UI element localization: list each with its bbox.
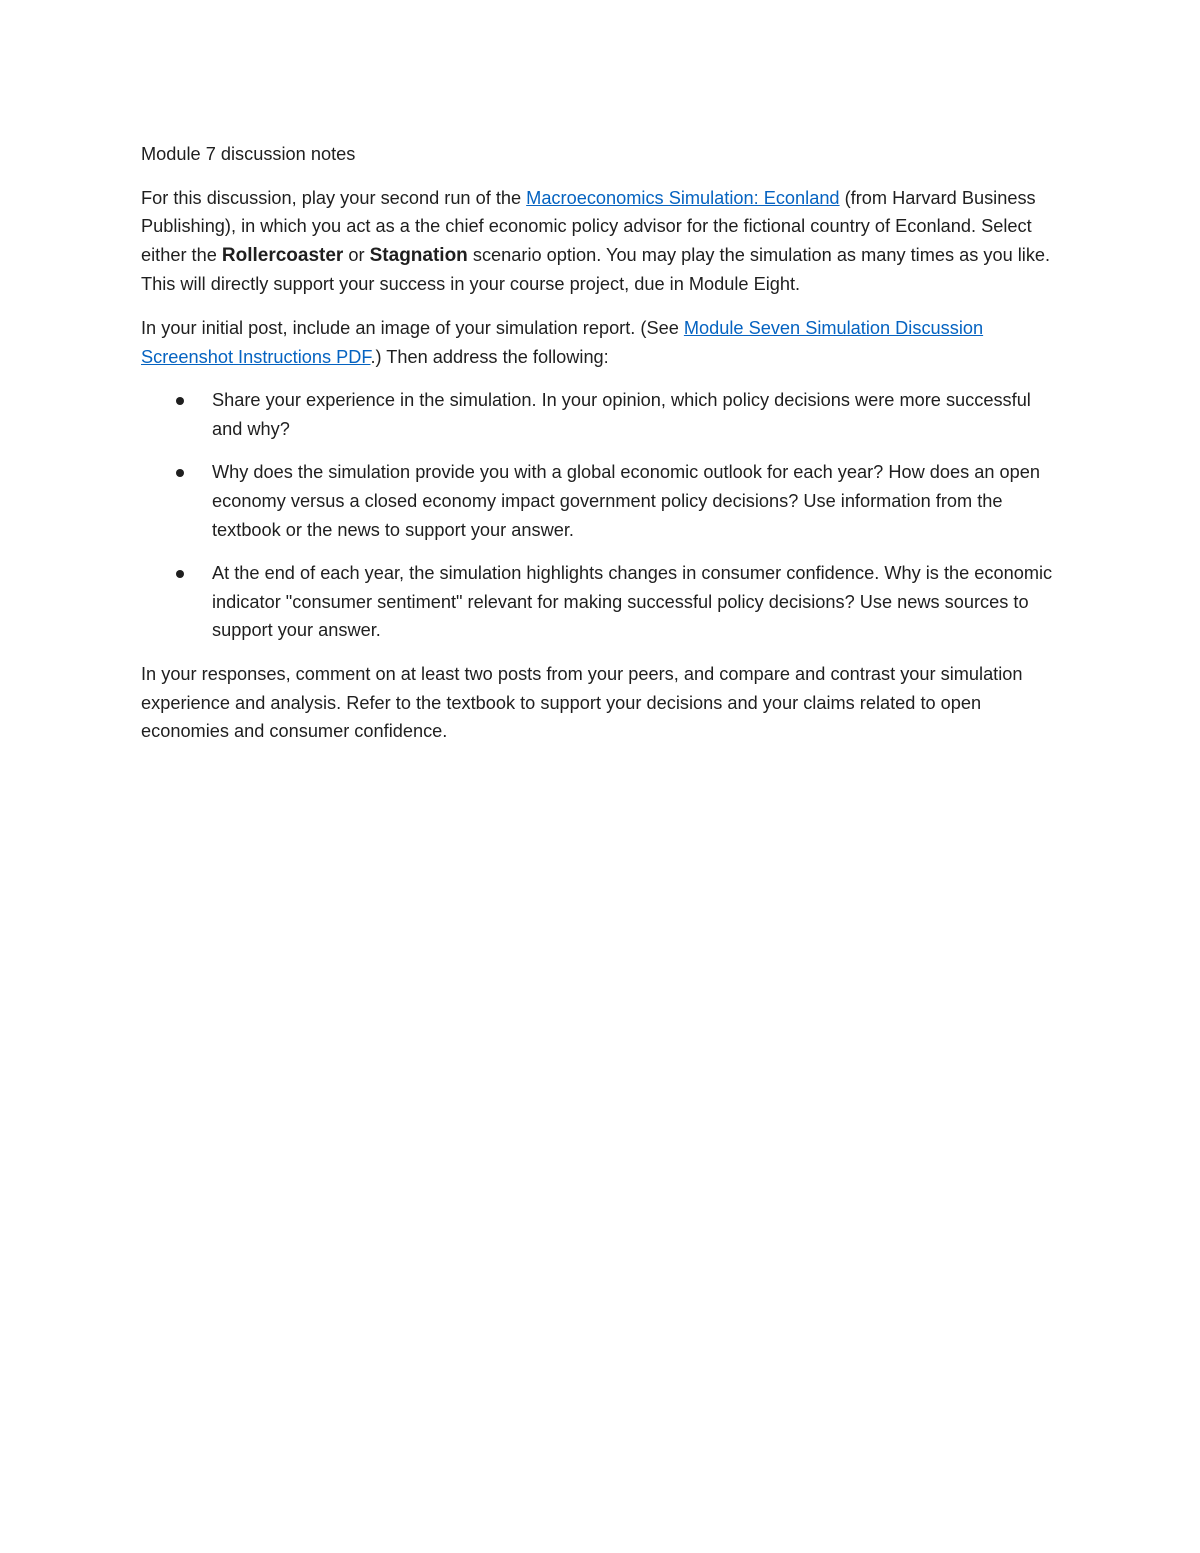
question-text: Share your experience in the simulation. In your opinion, which policy decisions were more successful and why? — [212, 390, 1031, 439]
initial-post-text-1: In your initial post, include an image of your simulation report. (See — [141, 317, 684, 338]
document-title: Module 7 discussion notes — [141, 144, 356, 164]
question-text: At the end of each year, the simulation highlights changes in consumer confidence. Why is the economic indicator "consumer sentiment" relevant for making successful policy decisions? Use news sources to support your answer. — [212, 563, 1053, 641]
bullet-icon — [176, 397, 184, 405]
list-item — [141, 559, 1061, 645]
intro-text-4: scenario option. You may play the simulation as many times as you like. This will directly support your success in your course project, due in Module Eight. — [141, 244, 1051, 295]
initial-post-paragraph — [141, 314, 1061, 371]
rollercoaster-option: Rollercoaster — [221, 244, 344, 266]
list-item — [141, 458, 1061, 544]
responses-paragraph: In your responses, comment on at least two posts from your peers, and compare and contrast your simulation experience and analysis. Refer to the textbook to support your decisions and your claims related to open economies and consumer confidence. — [141, 663, 1023, 742]
question-text: Why does the simulation provide you with a global economic outlook for each year? How does an open economy versus a closed economy impact government policy decisions? Use information from the textbook or the news to support your answer. — [212, 462, 1041, 540]
econland-simulation-link[interactable]: Macroeconomics Simulation: Econland — [526, 187, 840, 208]
bullet-icon — [176, 469, 184, 477]
bullet-icon — [176, 570, 184, 578]
intro-text-1: For this discussion, play your second run of the — [141, 187, 527, 208]
list-item — [141, 386, 1061, 443]
document-page — [141, 140, 1061, 761]
intro-paragraph — [141, 184, 1061, 299]
intro-text-2: (from Harvard Business Publishing), in which you act as a the chief economic policy advisor for the fictional country of Econland. Select either the — [141, 187, 1036, 265]
screenshot-instructions-link[interactable]: Module Seven Simulation Discussion Screenshot Instructions PDF — [141, 317, 984, 367]
discussion-questions-list — [141, 386, 1061, 645]
stagnation-option: Stagnation — [369, 244, 468, 266]
intro-text-3: or — [343, 244, 370, 265]
initial-post-text-2: .) Then address the following: — [370, 346, 609, 367]
